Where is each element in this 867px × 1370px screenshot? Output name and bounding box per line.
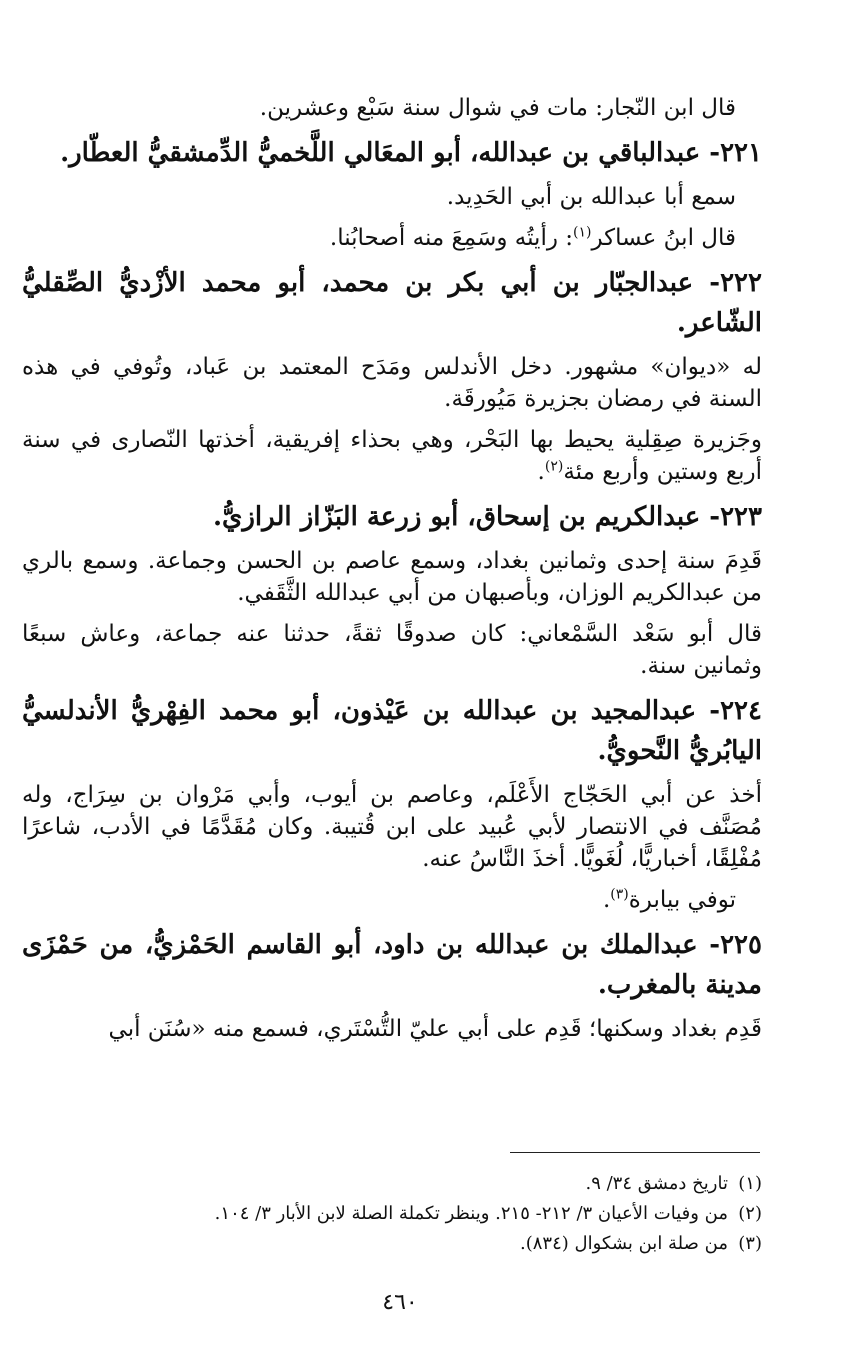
text: . <box>602 887 611 913</box>
entry-title: عبدالمجيد بن عبدالله بن عَيْذون، أبو محمد الفِهْريُّ الأندلسيُّ اليابُريُّ النَّحويُّ. <box>22 696 762 766</box>
text: . <box>537 459 545 485</box>
text-paragraph <box>22 779 762 875</box>
footnote <box>40 1202 762 1226</box>
text-line <box>22 181 762 213</box>
footnotes <box>40 1172 762 1262</box>
text-paragraph <box>22 618 762 682</box>
entry-title: عبدالجبّار بن أبي بكر بن محمد، أبو محمد الأزْديُّ الصِّقليُّ الشّاعر. <box>22 268 762 338</box>
footnote-number: (٢) <box>738 1203 762 1224</box>
footnote-text: من صلة ابن بشكوال (٨٣٤). <box>519 1233 728 1254</box>
page-body <box>22 92 762 1054</box>
footnote-number: (٣) <box>738 1233 762 1254</box>
text: سمع أبا عبدالله بن أبي الحَدِيد. <box>446 184 736 210</box>
page-number: ٤٦٠ <box>382 1290 418 1315</box>
text: قَدِمَ سنة إحدى وثمانين بغداد، وسمع عاصم بن الحسن وجماعة. وسمع بالري من عبدالكريم الوزان، وبأصبهان من أبي عبدالله الثَّقَفي. <box>22 548 762 606</box>
text: قال ابنُ عساكر <box>591 225 736 251</box>
text: قال أبو سَعْد السَّمْعاني: كان صدوقًا ثقةً، حدثنا عنه جماعة، وعاش سبعًا وثمانين سنة. <box>22 621 762 679</box>
text: توفي بيابرة <box>628 887 736 913</box>
text-line <box>22 92 762 124</box>
text-line <box>22 222 762 254</box>
footnote-number: (١) <box>738 1173 762 1194</box>
text: قال ابن النّجار: مات في شوال سنة سَبْع وعشرين. <box>259 95 736 121</box>
text: له «ديوان» مشهور. دخل الأندلس ومَدَح المعتمد بن عَباد، وتُوفي في هذه السنة في رمضان بجزيرة مَيُورقَة. <box>22 354 762 412</box>
footnote-text: تاريخ دمشق ٣٤/ ٩. <box>585 1173 728 1194</box>
entry-title: عبدالباقي بن عبدالله، أبو المعَالي اللَّخميُّ الدِّمشقيُّ العطّار. <box>60 138 701 168</box>
text: قَدِم بغداد وسكنها؛ قَدِم على أبي عليّ التُّسْتَري، فسمع منه «سُنَن أبي <box>108 1016 762 1042</box>
entry-number: ٢٢٢- <box>709 268 762 298</box>
footnote-ref: (٢) <box>544 458 564 475</box>
entry-title: عبدالكريم بن إسحاق، أبو زرعة البَزّاز الرازيُّ. <box>212 502 701 532</box>
footnote-ref: (٣) <box>610 886 629 903</box>
text-paragraph <box>22 1013 762 1045</box>
footnote-divider <box>510 1152 760 1153</box>
entry-number: ٢٢١- <box>709 138 762 168</box>
footnote-ref: (١) <box>573 224 592 241</box>
text: وجَزيرة صِقِلية يحيط بها البَحْر، وهي بحذاء إفريقية، أخذتها النّصارى في سنة أربع وستين وأربع مئة <box>22 427 762 485</box>
entry-title: عبدالملك بن عبدالله بن داود، أبو القاسم الحَمْزيُّ، من حَمْزَى مدينة بالمغرب. <box>22 930 762 1000</box>
footnote <box>40 1172 762 1196</box>
entry-heading-223 <box>22 497 762 537</box>
entry-number: ٢٢٣- <box>709 502 762 532</box>
footnote <box>40 1232 762 1256</box>
text: أخذ عن أبي الحَجّاج الأَعْلَم، وعاصم بن أيوب، وأبي مَرْوان بن سِرَاج، وله مُصَنَّف في الانتصار لأبي عُبيد على ابن قُتيبة. وكان مُقَدَّمًا في الأدب، شاعرًا مُفْلِقًا، أخباريًّا، لُغَويًّا. أخذَ النَّاسُ عنه. <box>22 782 762 872</box>
text: : رأيتُه وسَمِعَ منه أصحابُنا. <box>329 225 573 251</box>
text-paragraph <box>22 351 762 415</box>
entry-heading-221 <box>22 133 762 173</box>
entry-number: ٢٢٥- <box>709 930 762 960</box>
entry-heading-222 <box>22 263 762 343</box>
entry-heading-224 <box>22 691 762 771</box>
text-paragraph <box>22 545 762 609</box>
footnote-text: من وفيات الأعيان ٣/ ٢١٢- ٢١٥. وينظر تكملة الصلة لابن الأبار ٣/ ١٠٤. <box>214 1203 728 1224</box>
entry-heading-225 <box>22 925 762 1005</box>
text-paragraph <box>22 424 762 488</box>
text-line <box>22 884 762 916</box>
entry-number: ٢٢٤- <box>709 696 762 726</box>
